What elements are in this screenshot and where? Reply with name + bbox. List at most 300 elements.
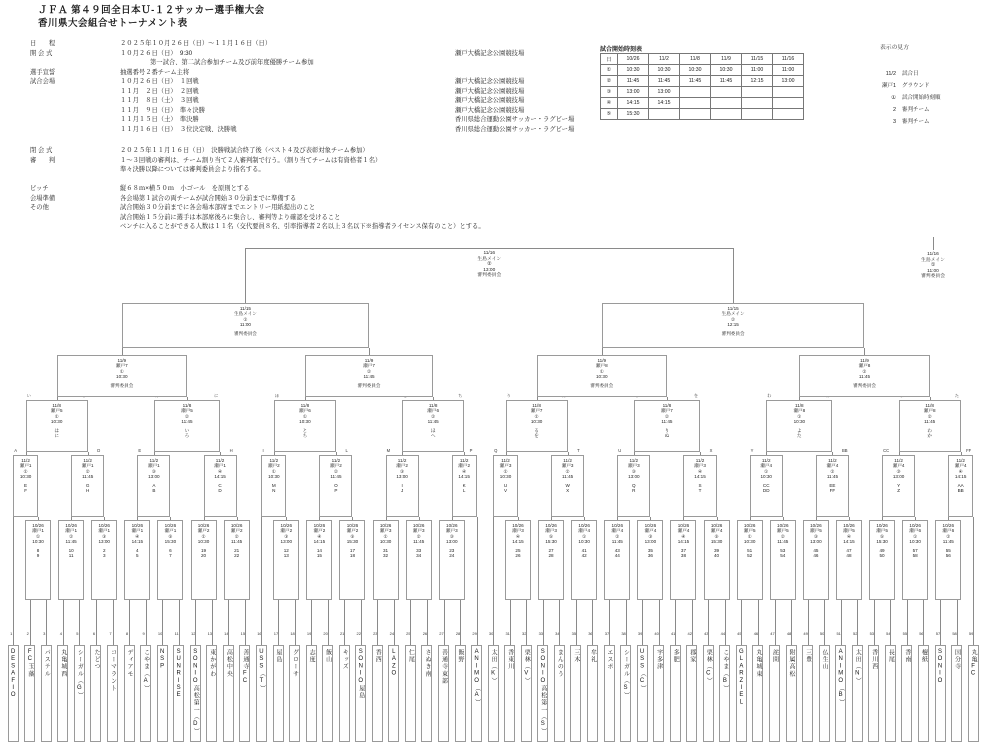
connector-line [452,517,453,520]
connector-line [832,452,833,455]
team-box [653,645,664,742]
connector-line [551,517,552,520]
connector-line [808,600,809,645]
match-info-line: 瀬戸1 [131,528,144,534]
team-name: まんのう [556,649,563,678]
slot-label: M [386,448,391,453]
match-box-round1 [704,520,730,600]
match-date: 11/2 [629,458,639,463]
team-number: 4 [59,631,62,636]
team-box [190,645,201,742]
team-number: 50 [819,631,825,636]
connector-line [369,348,370,355]
match-info-line: ④ [462,468,467,474]
team-number: 54 [886,631,891,636]
info-venue: 香川県総合運動公園サッカー・ラグビー場 [455,116,575,123]
match-info-line: 52 [747,553,753,559]
team-name: NSP [159,649,166,671]
info-venue: 瀬戸大橋記念公園競技場 [455,97,525,104]
team-number: 19 [306,631,312,636]
team-name: 多肥 [672,649,679,664]
team-box [173,645,184,742]
match-box-round1 [604,520,630,600]
match-info-line: 10:30 [793,419,806,425]
team-box [752,645,763,742]
connector-line [923,600,924,645]
connector-line [667,397,668,400]
match-info-line: L [462,488,466,494]
schedule-cell: 13:00 [618,87,649,98]
match-info-line: ② [487,262,492,268]
match-info-line: 瀬戸8 [793,408,806,414]
team-box [736,645,747,742]
match-info-line: 49 [879,547,885,553]
match-info-line: ② [234,533,239,539]
match-info-line: 瀬戸4 [611,528,624,534]
connector-line [328,600,329,645]
match-info-line: 瀬戸3 [627,463,640,469]
match-info-line: 瀬戸2 [197,528,210,534]
team-number: 27 [439,631,444,636]
team-name: たどつ [92,649,99,671]
match-box-semifinal [602,303,865,348]
team-number: 24 [389,631,395,636]
connector-line [899,452,900,455]
slot-label: E [138,448,142,453]
info-text: １１月 ９日（日） 準々決勝 [120,106,206,114]
match-info-line: 審判委員会 [852,382,876,388]
match-info-line: 13:00 [628,474,640,480]
match-info-line: 32 [383,553,389,559]
team-name: USS（T） [258,649,265,693]
match-info-line: ② [927,413,932,419]
connector-line [96,600,97,645]
match-info [936,523,960,558]
team-number: 9 [142,631,145,636]
match-info-line: CC [762,482,770,488]
match-info-line: 6 [169,547,172,553]
schedule-table [600,53,804,120]
match-info-line: 瀬戸1 [214,463,226,469]
match-info-line: 55 [945,547,951,553]
match-info-line: 10 [68,547,74,553]
match-info-line: り [664,427,670,433]
team-box [719,645,730,742]
match-box-round2 [617,455,650,517]
slot-label: FF [966,448,972,453]
match-info-line: 瀬戸2 [330,463,342,469]
match-date: 10/26 [710,523,723,528]
info-label: 選手宣誓 [30,68,56,76]
team-number: 7 [109,631,112,636]
match-info-line: 10:30 [379,539,392,545]
match-info-line: 瀬戸6 [909,528,922,534]
match-info-line: 13:00 [644,539,657,545]
connector-line [154,452,155,455]
match-info-line: 10:30 [268,474,280,480]
slot-label: U [618,448,622,453]
match-box-round2 [137,455,170,517]
match-info [155,403,219,438]
info-text: 各会場第１試合の両チームが試合開始３０分前までに準備する [120,194,297,202]
match-info-line: ④ [697,468,703,474]
match-info-line: 10:30 [197,539,210,545]
connector-line [274,452,275,455]
match-info-line: ④ [515,533,521,539]
match-info-line: 瀬戸4 [760,463,773,469]
match-date: 11/2 [501,458,510,463]
match-info [14,458,37,493]
match-date: 10/26 [65,523,77,528]
legend-label: 試合開始時刻順 [902,95,941,101]
schedule-cell: ② [601,76,618,87]
team-number: 26 [422,631,428,636]
match-info-line: 10:30 [578,539,590,545]
match-info-line: 36 [647,553,653,559]
info-text: １１月 ２日（日） ２回戦 [120,87,199,95]
team-name: 屋島 [275,649,281,664]
team-number: 21 [339,631,345,636]
connector-line [783,517,784,520]
match-info [552,458,583,493]
match-info-line: 10:30 [760,474,772,480]
slot-label: に [214,393,219,398]
match-date: 11/8 [532,403,541,408]
match-box-round2 [551,455,584,517]
team-number: 31 [505,631,510,636]
match-box-quarterfinal [799,355,929,397]
match-info-line: 10:30 [499,474,512,480]
schedule-header-cell: 11/9 [711,54,742,65]
schedule-cell [742,109,773,120]
team-name: 牟礼 [589,649,596,664]
team-number: 16 [257,631,262,636]
match-box-quarterfinal [57,355,187,397]
match-info-line: 54 [780,553,786,559]
match-info-line: ① [534,413,539,419]
team-number: 8 [125,631,129,636]
connector-line [626,600,627,645]
connector-line [427,600,428,645]
match-box-round2 [386,455,419,517]
match-info-line: た [797,433,802,439]
team-name: 東かがわ [208,649,215,678]
connector-line [30,600,31,645]
match-info-line: ② [85,468,90,474]
team-name: SONIO高松第一（S） [539,649,546,736]
match-info-line: へ [430,433,436,439]
match-info-line: 瀬戸5 [743,528,756,534]
title-line2: 香川県大会組合せトーナメント表 [38,17,188,29]
match-box-round1 [306,520,332,600]
match-box-round2 [71,455,104,517]
schedule-cell: 15:30 [618,109,649,120]
team-box [8,645,19,742]
connector-line [741,600,742,645]
match-date: 11/2 [563,458,572,463]
match-info-line: 瀬戸1 [164,528,177,534]
match-info-line: 13:00 [148,474,160,480]
connector-line [162,600,163,645]
match-info-line: A [152,482,156,488]
info-text: 抽選番号２番チーム主将 [120,68,190,76]
match-info-line: 4 [136,547,139,553]
match-info [387,458,418,493]
schedule-cell: 11:45 [649,76,680,87]
match-info-line: 11:45 [858,374,871,380]
match-info-line: 50 [879,553,885,559]
match-date: 11/9 [364,358,374,363]
match-info [800,358,928,388]
match-info-line: 45 [813,547,819,553]
match-info-line: ③ [813,533,818,539]
match-info-line: 13:00 [98,539,110,545]
connector-line [750,517,751,520]
match-info-line: 31 [383,547,389,553]
match-info-line: 瀬戸1 [32,528,44,534]
match-info-line: ② [184,413,190,419]
match-box-round1 [25,520,51,600]
match-info-line: 21 [234,547,240,553]
match-info-line: 11/16 [927,252,939,257]
info-label: 会場準備 [30,194,56,202]
match-info [883,458,914,493]
match-info [138,458,169,493]
connector-line [940,600,941,645]
third-place-match-info [903,252,963,280]
match-info-line: 34 [416,553,422,559]
slot-label: H [229,448,233,453]
team-box [935,645,946,742]
match-box-round1 [339,520,365,600]
match-info-line: 11:45 [611,539,623,545]
match-info-line: ③ [102,533,107,539]
info-venue: 香川県総合運動公園サッカー・ラグビー場 [455,125,575,133]
match-info [751,458,782,493]
match-box-round1 [373,520,399,600]
match-info-line: 13:00 [810,539,822,545]
team-name: 太田（K） [490,649,497,685]
schedule-header-cell: 10/26 [618,54,649,65]
match-info-line: U [503,482,508,488]
team-name: 三木 [572,649,579,664]
match-date: 11/2 [397,458,407,463]
match-info-line: ③ [631,468,636,474]
match-info-line: ち [302,433,308,439]
match-info-line: 15:30 [346,539,359,545]
match-info-line: 44 [614,553,620,559]
connector-line [766,452,767,455]
match-date: 10/26 [32,523,44,528]
connector-line [433,397,434,400]
match-info [870,523,894,558]
match-info-line: 11:45 [181,419,193,425]
match-info-line: ① [503,468,508,474]
match-info [684,458,715,493]
info-text: １１月 ８日（土） ３回戦 [120,97,199,104]
team-box [868,645,879,742]
match-box-round3 [402,400,464,452]
match-date: 11/2 [894,458,903,463]
match-info-line: 14:15 [954,474,967,480]
team-number: 38 [621,631,626,636]
slot-label: I [262,448,264,453]
connector-line [675,600,676,645]
match-info-line: ⑤ [168,533,173,539]
legend-item [872,110,930,128]
connector-line [410,600,411,645]
match-info [837,523,861,558]
schedule-cell [680,87,711,98]
match-info-line: 40 [714,553,720,559]
team-box [802,645,813,742]
info-label: 閉 会 式 [30,147,53,154]
match-info-line: 瀬戸3 [694,463,706,469]
team-number: 32 [522,631,527,636]
match-info [307,523,331,558]
match-info-line: 瀬戸1 [19,463,32,469]
connector-line [961,452,962,455]
connector-line [460,600,461,645]
team-box [41,645,52,742]
match-info-line: D [218,488,222,494]
match-info [225,523,249,558]
schedule-cell [711,109,742,120]
connector-line [506,452,507,455]
match-box-round2 [13,455,38,517]
connector-line [187,397,188,400]
connector-line [63,600,64,645]
match-info-line: 14:15 [131,539,144,545]
slot-label: A [14,448,17,453]
connector-line [79,600,80,645]
connector-line [526,600,527,645]
slot-label: ほ [274,393,280,398]
team-name: 高松中央 [225,649,232,678]
match-info-line: 瀬戸1 [98,528,111,534]
match-date: 11/8 [795,403,804,408]
match-date: 11/2 [21,458,30,463]
match-info-line: 11:45 [924,419,936,425]
match-info-line: ② [664,413,669,419]
connector-line [278,600,279,645]
team-box [504,645,515,742]
team-box [521,645,532,742]
team-box [223,645,234,742]
connector-line [245,248,246,303]
match-info-line: 11:45 [82,474,94,480]
team-name: SONIO屋島 [357,649,364,700]
match-info-line: ① [797,413,802,419]
match-info-line: R [632,488,636,494]
schedule-header-cell: 11/8 [680,54,711,65]
connector-line [700,452,701,455]
legend-key: 3 [892,119,896,125]
match-info-line: ④ [958,468,963,474]
match-info-line: 審判委員会 [921,274,945,280]
match-info-line: Z [897,488,901,494]
slot-label: T [577,448,580,453]
team-number: 5 [76,631,79,636]
schedule-cell [742,98,773,109]
match-info-line: 15:30 [545,539,557,545]
match-info-line: T [698,488,702,494]
match-info-line: 11:00 [927,268,939,274]
team-box [570,645,581,742]
match-info-line: 48 [846,553,852,559]
team-box [124,645,135,742]
connector-line [137,517,138,520]
team-name: FC玉藻 [26,649,33,678]
match-box-round1 [273,520,299,600]
match-date: 11/9 [597,358,607,363]
team-box [372,645,383,742]
slot-label: を [694,393,699,398]
team-name: シーガル（G） [76,649,83,700]
team-number: 18 [290,631,295,636]
match-info-line: ③ [449,533,454,539]
match-info-line: 瀬戸4 [644,528,657,534]
match-info-line: 審判委員会 [110,382,134,388]
match-info [767,403,831,438]
match-box-round3 [634,400,700,452]
match-info [771,523,795,558]
match-info-line: 瀬戸1 [147,463,160,469]
info-text: ２０２５年１０月２６日（日）～１１月１６日（日） [120,40,272,47]
connector-line [824,600,825,645]
team-box [239,645,250,742]
team-name: グローサ [291,649,298,678]
connector-line [602,348,603,355]
match-info-line: 瀬戸4 [954,463,967,469]
match-info [817,458,848,493]
legend-label: 審判チーム [902,119,930,125]
connector-line [791,600,792,645]
match-info-line: FF [829,488,836,494]
team-box [537,645,548,742]
team-box [90,645,101,742]
match-info [453,458,476,493]
info-label: その他 [30,204,49,211]
schedule-header-cell: 11/2 [649,54,680,65]
match-info-line: 瀬戸5 [843,528,855,534]
team-box [107,645,118,742]
connector-line [113,600,114,645]
match-date: 10/26 [677,523,690,528]
match-box-round1 [637,520,663,600]
match-info-line: S [698,482,702,488]
match-date: 11/8 [52,403,61,408]
match-info-line: 37 [680,547,687,553]
match-info-line: 15 [316,553,322,559]
match-info-line: 53 [780,547,786,553]
match-date: 11/2 [215,458,225,463]
match-info-line: 24 [449,553,455,559]
slot-label: ち [458,393,463,398]
team-number: 2 [26,631,29,636]
match-box-round2 [683,455,716,517]
schedule-cell: 10:30 [711,65,742,76]
team-box [819,645,830,742]
match-info [671,523,695,558]
slot-label: た [954,393,959,398]
connector-line [195,600,196,645]
match-info-line: 瀬戸1 [65,528,77,534]
match-info-line: ② [69,533,74,539]
info-venue: 瀬戸大橋記念公園競技場 [455,87,525,95]
team-name: SONIO [937,649,943,685]
match-date: 11/9 [117,358,127,363]
